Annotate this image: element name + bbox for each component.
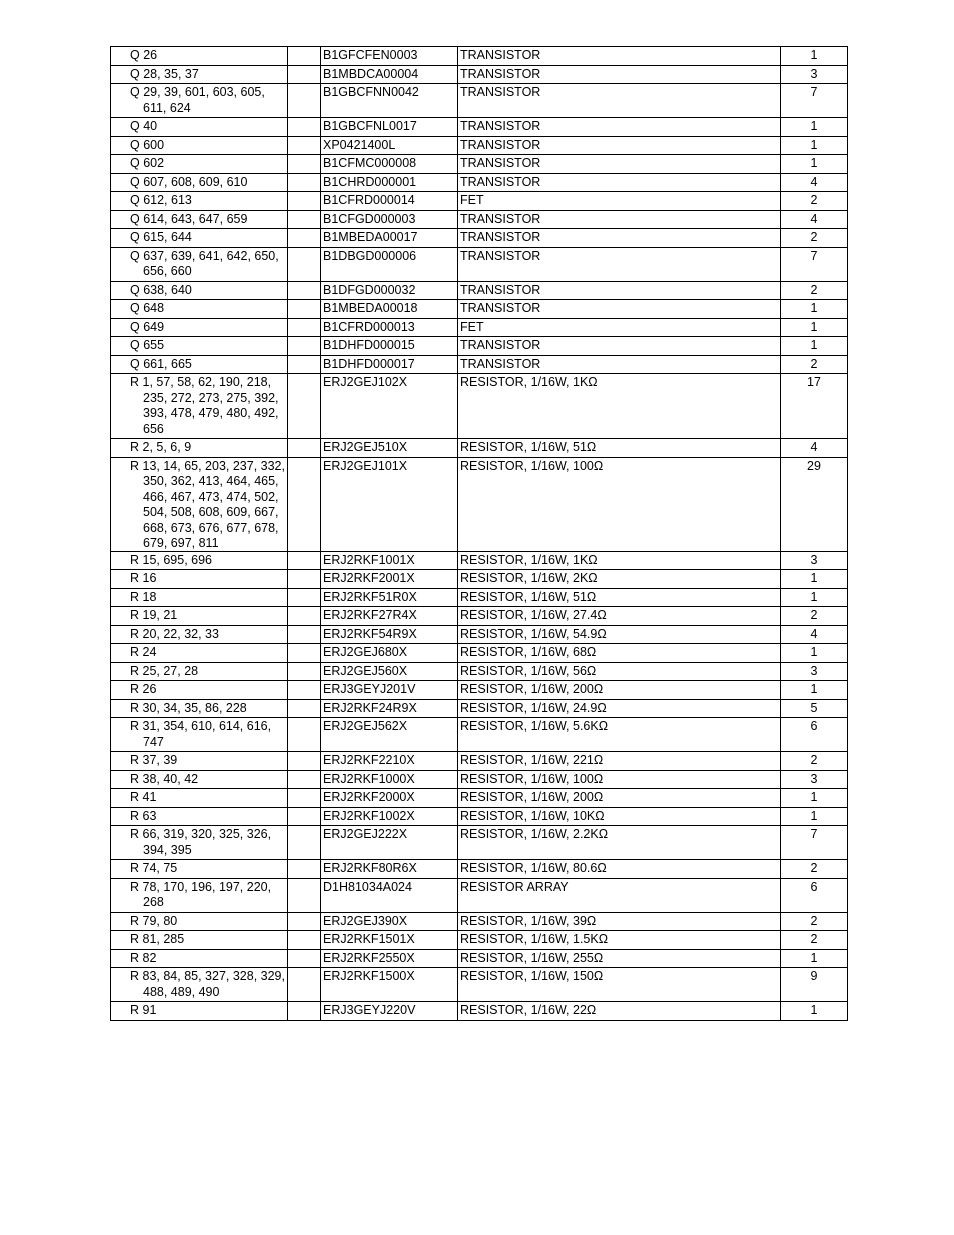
part-quantity: 4 [781,439,848,458]
part-quantity: 3 [781,65,848,84]
part-quantity: 1 [781,807,848,826]
part-description: RESISTOR, 1/16W, 56Ω [458,662,781,681]
blank-cell [288,374,321,439]
part-quantity: 2 [781,355,848,374]
table-row [111,457,848,551]
blank-cell [288,318,321,337]
blank-cell [288,118,321,137]
part-description: RESISTOR, 1/16W, 22Ω [458,1002,781,1021]
part-description: RESISTOR, 1/16W, 51Ω [458,439,781,458]
table-row [111,718,848,752]
part-quantity: 3 [781,551,848,570]
ref-designators: R 19, 21 [130,608,178,622]
part-description: TRANSISTOR [458,173,781,192]
ref-cell [111,300,288,319]
ref-cell [111,247,288,281]
blank-cell [288,47,321,66]
part-description: TRANSISTOR [458,118,781,137]
part-description: FET [458,192,781,211]
part-description: TRANSISTOR [458,337,781,356]
blank-cell [288,826,321,860]
part-quantity: 4 [781,625,848,644]
ref-designators: R 26 [130,682,157,696]
table-row [111,47,848,66]
part-description: RESISTOR, 1/16W, 2.2KΩ [458,826,781,860]
part-number: B1CHRD000001 [321,173,458,192]
part-description: TRANSISTOR [458,229,781,248]
part-number: XP0421400L [321,136,458,155]
blank-cell [288,912,321,931]
part-quantity: 4 [781,173,848,192]
blank-cell [288,337,321,356]
ref-designators: R 41 [130,790,157,804]
ref-designators: R 15, 695, 696 [130,552,213,567]
part-number: B1DFGD000032 [321,281,458,300]
ref-cell [111,551,288,570]
table-row [111,588,848,607]
part-quantity: 17 [781,374,848,439]
part-quantity: 7 [781,826,848,860]
part-quantity: 1 [781,337,848,356]
ref-cell [111,47,288,66]
part-number: ERJ2RKF24R9X [321,699,458,718]
ref-designators: R 66, 319, 320, 325, 326, 394, 395 [130,827,272,857]
ref-cell [111,699,288,718]
table-row [111,860,848,879]
part-description: RESISTOR, 1/16W, 54.9Ω [458,625,781,644]
ref-cell [111,644,288,663]
part-number: B1DHFD000015 [321,337,458,356]
table-row [111,752,848,771]
part-number: ERJ2RKF1000X [321,770,458,789]
blank-cell [288,155,321,174]
blank-cell [288,355,321,374]
ref-cell [111,860,288,879]
parts-table [110,46,848,1021]
part-description: RESISTOR, 1/16W, 5.6KΩ [458,718,781,752]
ref-cell [111,681,288,700]
blank-cell [288,229,321,248]
blank-cell [288,681,321,700]
ref-designators: R 38, 40, 42 [130,771,199,786]
table-row [111,570,848,589]
table-row [111,210,848,229]
part-description: RESISTOR, 1/16W, 150Ω [458,968,781,1002]
blank-cell [288,65,321,84]
table-row [111,931,848,950]
ref-cell [111,807,288,826]
part-quantity: 4 [781,210,848,229]
ref-designators: Q 607, 608, 609, 610 [130,174,248,189]
ref-cell [111,607,288,626]
ref-designators: Q 28, 35, 37 [130,66,199,81]
parts-table-body [111,47,848,1021]
part-quantity: 5 [781,699,848,718]
part-number: ERJ2GEJ680X [321,644,458,663]
ref-cell [111,662,288,681]
part-description: FET [458,318,781,337]
ref-cell [111,625,288,644]
blank-cell [288,789,321,808]
part-quantity: 1 [781,318,848,337]
part-quantity: 1 [781,949,848,968]
part-quantity: 2 [781,192,848,211]
part-quantity: 1 [781,136,848,155]
blank-cell [288,570,321,589]
part-quantity: 29 [781,457,848,551]
part-quantity: 3 [781,770,848,789]
ref-cell [111,355,288,374]
ref-cell [111,84,288,118]
table-row [111,318,848,337]
ref-cell [111,931,288,950]
part-number: B1MBDCA00004 [321,65,458,84]
blank-cell [288,644,321,663]
table-row [111,247,848,281]
ref-cell [111,136,288,155]
ref-cell [111,912,288,931]
table-row [111,699,848,718]
part-quantity: 6 [781,878,848,912]
part-number: ERJ2GEJ102X [321,374,458,439]
part-description: RESISTOR, 1/16W, 10KΩ [458,807,781,826]
table-row [111,173,848,192]
ref-designators: R 1, 57, 58, 62, 190, 218, 235, 272, 273, 275, 392, 393, 478, 479, 480, 492, 656 [130,375,279,436]
ref-cell [111,318,288,337]
part-description: RESISTOR, 1/16W, 27.4Ω [458,607,781,626]
part-number: ERJ2GEJ222X [321,826,458,860]
part-description: TRANSISTOR [458,247,781,281]
part-number: ERJ2RKF2000X [321,789,458,808]
part-number: ERJ2GEJ560X [321,662,458,681]
part-quantity: 7 [781,247,848,281]
part-description: RESISTOR, 1/16W, 221Ω [458,752,781,771]
ref-designators: Q 600 [130,137,165,152]
part-number: B1GBCFNL0017 [321,118,458,137]
part-description: TRANSISTOR [458,355,781,374]
ref-designators: R 25, 27, 28 [130,663,199,678]
part-number: ERJ2RKF27R4X [321,607,458,626]
ref-designators: Q 655 [130,338,165,352]
blank-cell [288,625,321,644]
part-quantity: 1 [781,1002,848,1021]
ref-designators: R 63 [130,808,157,823]
part-description: RESISTOR, 1/16W, 2KΩ [458,570,781,589]
ref-cell [111,337,288,356]
ref-designators: R 16 [130,571,157,585]
ref-designators: R 91 [130,1003,157,1017]
blank-cell [288,588,321,607]
part-number: B1DHFD000017 [321,355,458,374]
ref-designators: R 82 [130,950,157,965]
table-row [111,826,848,860]
ref-cell [111,826,288,860]
ref-designators: R 81, 285 [130,932,185,946]
part-number: B1CFRD000013 [321,318,458,337]
part-description: RESISTOR, 1/16W, 68Ω [458,644,781,663]
part-number: ERJ2GEJ101X [321,457,458,551]
table-row [111,155,848,174]
part-number: B1GBCFNN0042 [321,84,458,118]
part-number: B1MBEDA00018 [321,300,458,319]
table-row [111,355,848,374]
table-row [111,374,848,439]
blank-cell [288,1002,321,1021]
part-number: B1CFRD000014 [321,192,458,211]
part-quantity: 6 [781,718,848,752]
part-number: ERJ3GEYJ220V [321,1002,458,1021]
part-number: B1CFMC000008 [321,155,458,174]
part-description: TRANSISTOR [458,155,781,174]
part-description: TRANSISTOR [458,136,781,155]
part-quantity: 1 [781,588,848,607]
ref-cell [111,878,288,912]
part-description: RESISTOR, 1/16W, 200Ω [458,789,781,808]
table-row [111,625,848,644]
blank-cell [288,860,321,879]
blank-cell [288,300,321,319]
part-quantity: 2 [781,931,848,950]
ref-cell [111,118,288,137]
blank-cell [288,457,321,551]
blank-cell [288,968,321,1002]
part-number: ERJ2RKF1001X [321,551,458,570]
ref-cell [111,968,288,1002]
ref-designators: R 13, 14, 65, 203, 237, 332, 350, 362, 413, 464, 465, 466, 467, 473, 474, 502, 504, 508, 608, 609, 667, 668, 673, 676, 677, 678, 679, 697, 811 [130,458,285,550]
table-row [111,807,848,826]
part-description: TRANSISTOR [458,210,781,229]
table-row [111,337,848,356]
ref-cell [111,210,288,229]
blank-cell [288,770,321,789]
ref-designators: Q 40 [130,119,158,133]
ref-cell [111,588,288,607]
blank-cell [288,878,321,912]
table-row [111,1002,848,1021]
table-row [111,644,848,663]
ref-designators: Q 661, 665 [130,356,192,371]
blank-cell [288,718,321,752]
table-row [111,662,848,681]
part-description: RESISTOR, 1/16W, 1KΩ [458,374,781,439]
blank-cell [288,192,321,211]
ref-cell [111,457,288,551]
part-quantity: 1 [781,118,848,137]
ref-designators: Q 638, 640 [130,282,192,297]
ref-designators: R 78, 170, 196, 197, 220, 268 [130,879,272,909]
blank-cell [288,931,321,950]
part-number: ERJ2GEJ390X [321,912,458,931]
table-row [111,118,848,137]
part-description: RESISTOR, 1/16W, 100Ω [458,457,781,551]
blank-cell [288,607,321,626]
part-number: ERJ2RKF2550X [321,949,458,968]
ref-cell [111,1002,288,1021]
table-row [111,789,848,808]
part-description: RESISTOR, 1/16W, 1KΩ [458,551,781,570]
part-quantity: 9 [781,968,848,1002]
blank-cell [288,807,321,826]
ref-cell [111,789,288,808]
table-row [111,607,848,626]
part-quantity: 1 [781,789,848,808]
part-description: TRANSISTOR [458,281,781,300]
part-number: ERJ2GEJ510X [321,439,458,458]
ref-designators: R 20, 22, 32, 33 [130,626,219,641]
table-row [111,300,848,319]
ref-designators: Q 648 [130,301,165,315]
table-row [111,912,848,931]
part-quantity: 3 [781,662,848,681]
ref-cell [111,155,288,174]
part-number: B1GFCFEN0003 [321,47,458,66]
part-quantity: 1 [781,681,848,700]
blank-cell [288,752,321,771]
part-quantity: 1 [781,300,848,319]
part-quantity: 2 [781,229,848,248]
ref-cell [111,65,288,84]
part-description: RESISTOR, 1/16W, 1.5KΩ [458,931,781,950]
ref-designators: R 83, 84, 85, 327, 328, 329, 488, 489, 490 [130,969,285,999]
part-number: D1H81034A024 [321,878,458,912]
ref-designators: R 30, 34, 35, 86, 228 [130,700,247,715]
part-description: RESISTOR, 1/16W, 100Ω [458,770,781,789]
table-row [111,136,848,155]
part-number: B1CFGD000003 [321,210,458,229]
part-description: TRANSISTOR [458,84,781,118]
ref-designators: R 37, 39 [130,753,178,767]
ref-designators: R 2, 5, 6, 9 [130,440,192,454]
ref-cell [111,718,288,752]
ref-designators: R 24 [130,645,157,659]
table-row [111,770,848,789]
table-row [111,65,848,84]
blank-cell [288,210,321,229]
ref-designators: Q 29, 39, 601, 603, 605, 611, 624 [130,85,265,115]
part-quantity: 1 [781,155,848,174]
part-number: B1MBEDA00017 [321,229,458,248]
ref-cell [111,570,288,589]
part-number: ERJ2RKF1002X [321,807,458,826]
table-row [111,551,848,570]
table-row [111,968,848,1002]
blank-cell [288,84,321,118]
part-quantity: 2 [781,912,848,931]
part-number: ERJ2RKF80R6X [321,860,458,879]
part-number: ERJ2RKF54R9X [321,625,458,644]
ref-cell [111,374,288,439]
blank-cell [288,136,321,155]
ref-designators: R 79, 80 [130,913,178,928]
ref-cell [111,229,288,248]
ref-designators: Q 26 [130,48,158,62]
blank-cell [288,281,321,300]
part-quantity: 1 [781,570,848,589]
table-row [111,281,848,300]
part-description: RESISTOR, 1/16W, 39Ω [458,912,781,931]
part-description: TRANSISTOR [458,47,781,66]
part-number: ERJ2GEJ562X [321,718,458,752]
ref-cell [111,752,288,771]
ref-designators: R 74, 75 [130,861,178,875]
table-row [111,681,848,700]
ref-designators: R 18 [130,589,157,604]
blank-cell [288,662,321,681]
ref-designators: Q 637, 639, 641, 642, 650, 656, 660 [130,248,279,278]
part-quantity: 2 [781,607,848,626]
ref-designators: Q 612, 613 [130,193,192,207]
ref-cell [111,770,288,789]
ref-designators: Q 602 [130,156,165,170]
blank-cell [288,699,321,718]
ref-designators: Q 615, 644 [130,230,192,244]
table-row [111,229,848,248]
part-number: ERJ2RKF51R0X [321,588,458,607]
part-description: TRANSISTOR [458,300,781,319]
blank-cell [288,949,321,968]
part-description: RESISTOR, 1/16W, 24.9Ω [458,699,781,718]
ref-designators: Q 649 [130,319,165,334]
part-number: ERJ2RKF1500X [321,968,458,1002]
ref-cell [111,949,288,968]
part-description: TRANSISTOR [458,65,781,84]
part-number: ERJ3GEYJ201V [321,681,458,700]
part-quantity: 2 [781,860,848,879]
part-description: RESISTOR, 1/16W, 51Ω [458,588,781,607]
part-description: RESISTOR, 1/16W, 255Ω [458,949,781,968]
part-quantity: 2 [781,281,848,300]
ref-cell [111,173,288,192]
part-description: RESISTOR, 1/16W, 80.6Ω [458,860,781,879]
ref-cell [111,192,288,211]
part-number: ERJ2RKF2001X [321,570,458,589]
blank-cell [288,173,321,192]
part-number: ERJ2RKF1501X [321,931,458,950]
part-quantity: 7 [781,84,848,118]
blank-cell [288,247,321,281]
ref-cell [111,439,288,458]
table-row [111,439,848,458]
part-number: ERJ2RKF2210X [321,752,458,771]
blank-cell [288,551,321,570]
table-row [111,878,848,912]
ref-designators: R 31, 354, 610, 614, 616, 747 [130,719,272,749]
part-quantity: 2 [781,752,848,771]
part-quantity: 1 [781,47,848,66]
table-row [111,84,848,118]
part-description: RESISTOR ARRAY [458,878,781,912]
part-quantity: 1 [781,644,848,663]
ref-designators: Q 614, 643, 647, 659 [130,211,248,226]
part-description: RESISTOR, 1/16W, 200Ω [458,681,781,700]
table-row [111,949,848,968]
part-number: B1DBGD000006 [321,247,458,281]
ref-cell [111,281,288,300]
blank-cell [288,439,321,458]
table-row [111,192,848,211]
